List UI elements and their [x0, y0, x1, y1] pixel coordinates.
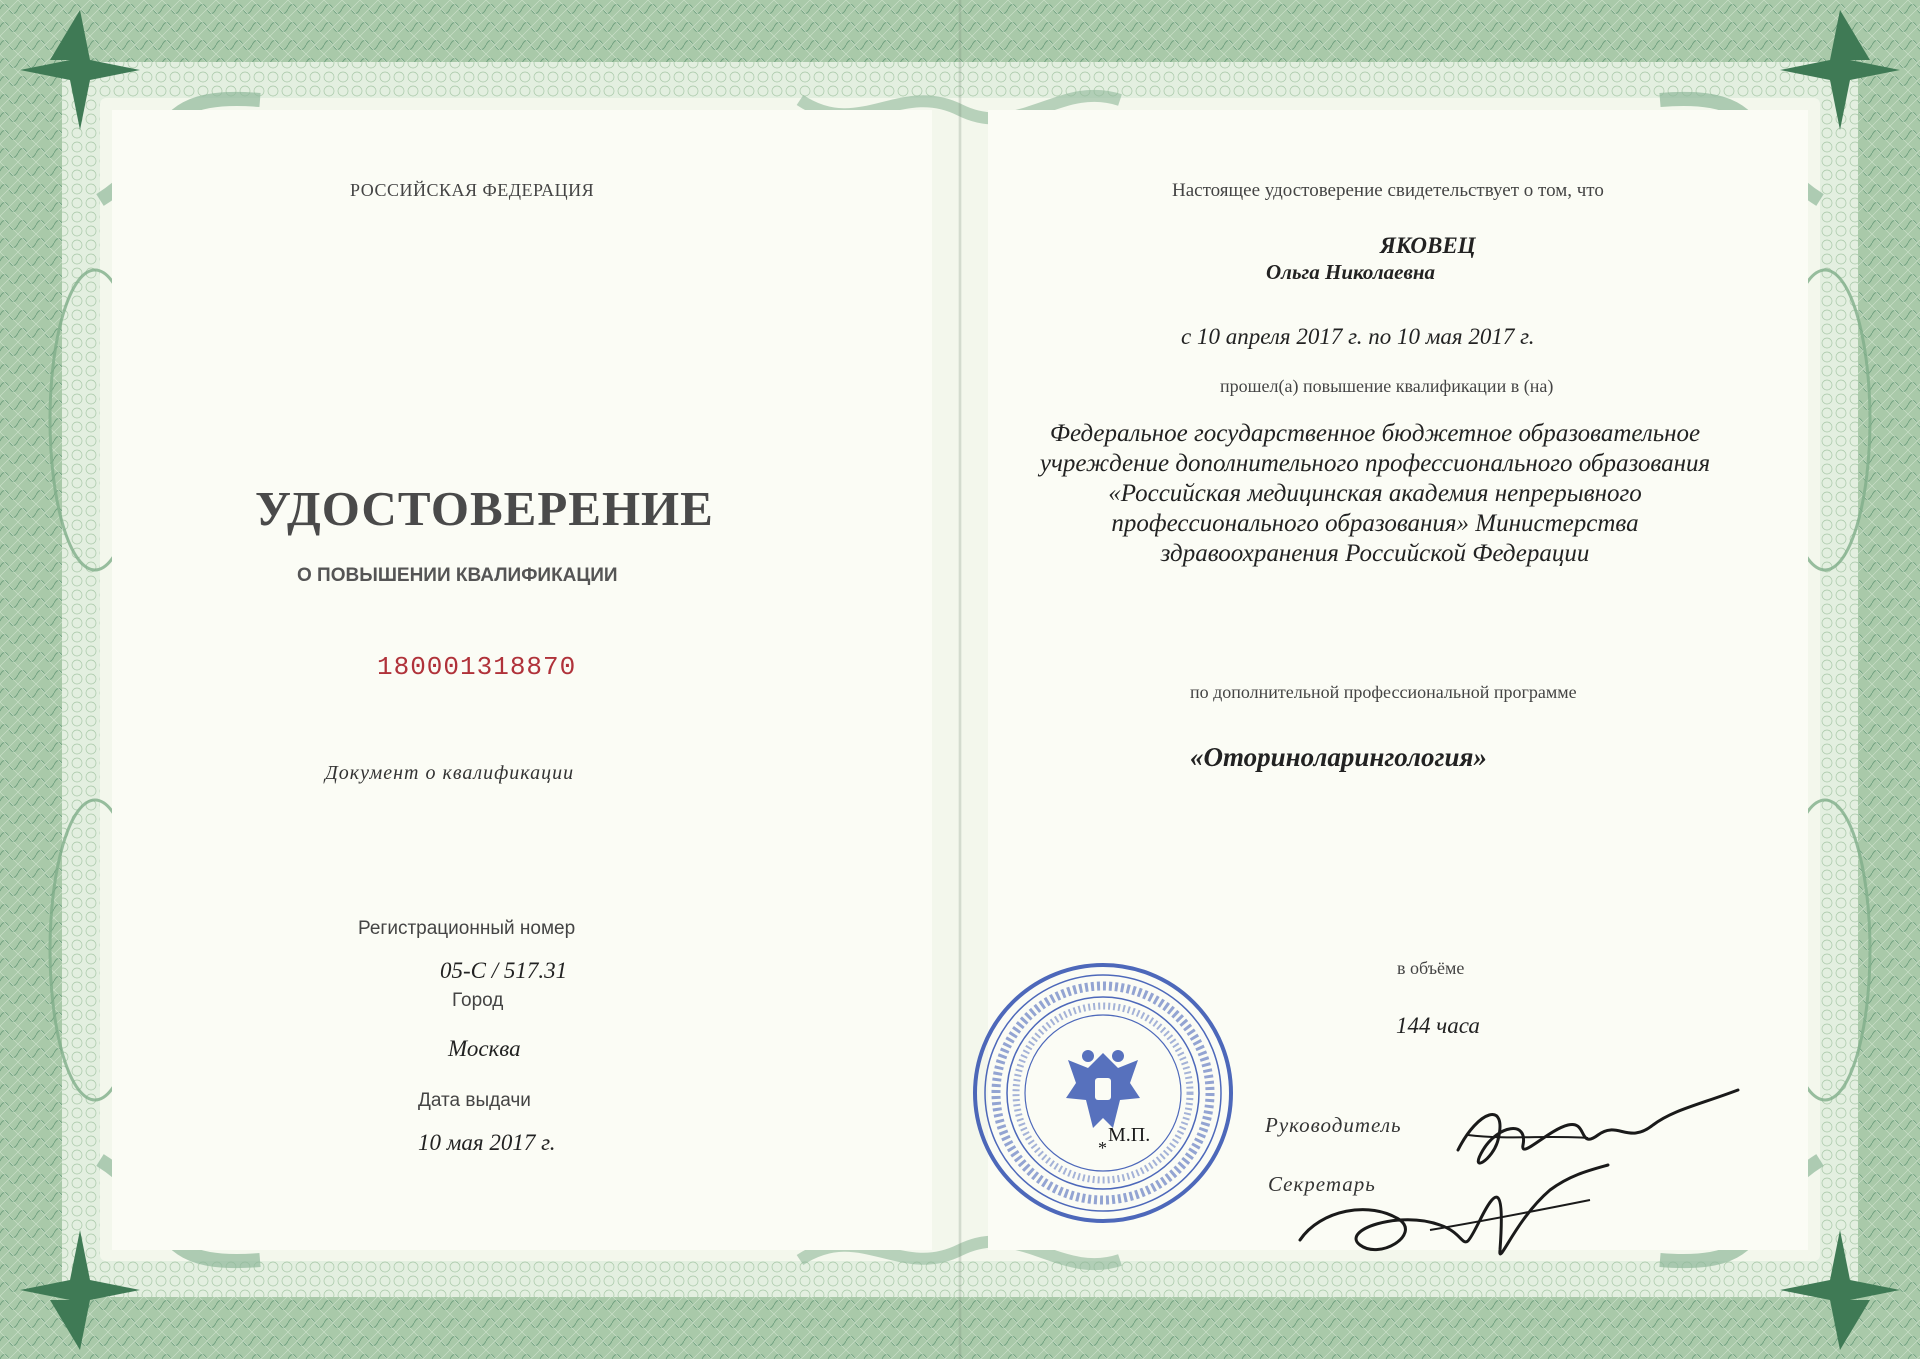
- intro-text: Настоящее удостоверение свидетельствует о том, что: [1172, 180, 1604, 201]
- serial-number: 180001318870: [377, 652, 577, 682]
- volume-value: 144 часа: [1396, 1013, 1480, 1038]
- svg-text:*: *: [1098, 1138, 1107, 1158]
- issue-date-value: 10 мая 2017 г.: [418, 1130, 556, 1155]
- document-title: УДОСТОВЕРЕНИЕ: [255, 481, 714, 536]
- registration-value: 05-С / 517.31: [440, 958, 568, 983]
- secretary-label: Секретарь: [1268, 1172, 1376, 1196]
- program-label: по дополнительной профессиональной программе: [1190, 682, 1577, 702]
- stamp-mark: М.П.: [1108, 1124, 1151, 1146]
- country-label: РОССИЙСКАЯ ФЕДЕРАЦИЯ: [350, 180, 595, 200]
- organization-line: здравоохранения Российской Федерации: [1160, 540, 1590, 567]
- organization-line: «Российская медицинская академия непрерывного: [1108, 480, 1642, 507]
- issue-date-label: Дата выдачи: [418, 1090, 531, 1111]
- document-subtitle: О ПОВЫШЕНИИ КВАЛИФИКАЦИИ: [297, 565, 618, 586]
- center-fold: [958, 0, 962, 1359]
- signature-icon: [1290, 1150, 1610, 1270]
- organization-line: Федеральное государственное бюджетное образовательное: [1049, 420, 1701, 447]
- city-label: Город: [452, 990, 504, 1011]
- organization-line: профессионального образования» Министерства: [1111, 510, 1639, 537]
- program-value: «Оториноларингология»: [1190, 742, 1487, 772]
- city-value: Москва: [448, 1036, 521, 1061]
- organization-name: [980, 419, 1770, 569]
- volume-label: в объёме: [1397, 958, 1465, 978]
- registration-label: Регистрационный номер: [358, 918, 576, 939]
- holder-given-names: Ольга Николаевна: [1266, 260, 1436, 284]
- head-label: Руководитель: [1265, 1113, 1402, 1137]
- passed-text: прошел(а) повышение квалификации в (на): [1220, 376, 1554, 396]
- round-seal-icon: [968, 958, 1238, 1228]
- document-type-label: Документ о квалификации: [325, 762, 575, 784]
- organization-line: учреждение дополнительного профессионального образования: [1039, 450, 1711, 477]
- holder-surname: ЯКОВЕЦ: [1380, 233, 1476, 258]
- training-period: с 10 апреля 2017 г. по 10 мая 2017 г.: [1181, 324, 1535, 349]
